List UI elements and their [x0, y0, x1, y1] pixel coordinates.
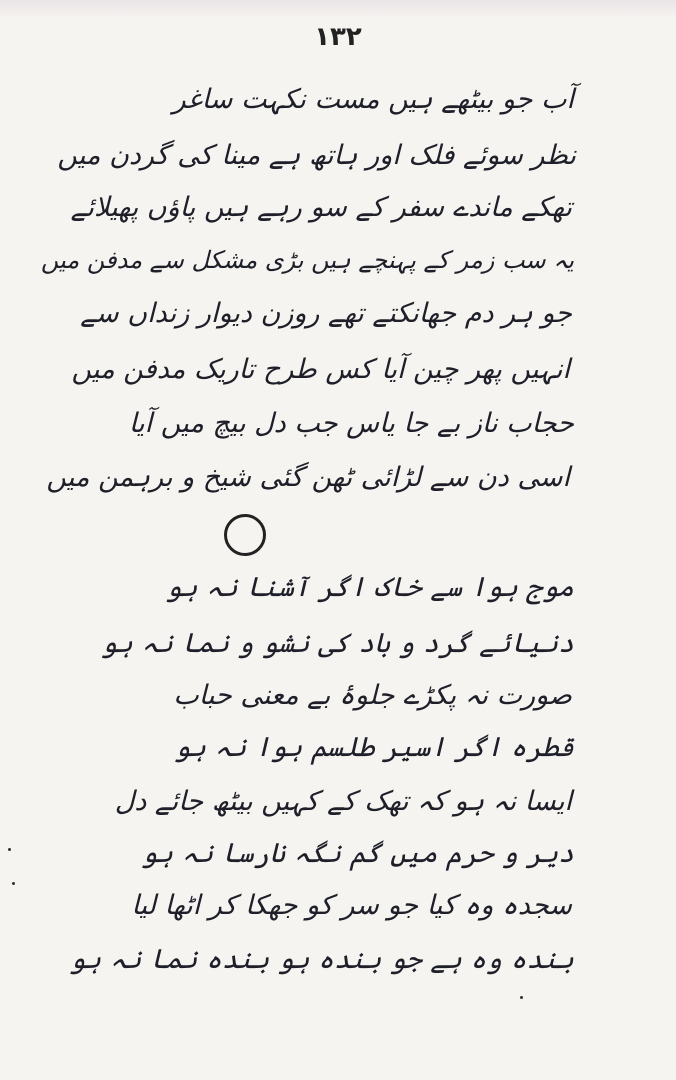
verse-line: موج ہوا سے خاک اگر آشنا نہ ہو	[165, 572, 574, 603]
paper-speck	[520, 996, 523, 999]
verse-line: اسی دن سے لڑائی ٹھن گئی شیخ و برہمن میں	[46, 462, 570, 493]
paper-speck	[8, 848, 11, 851]
verse-line: انہیں پھر چین آیا کس طرح تاریک مدفن میں	[71, 354, 570, 385]
paper-speck	[12, 882, 15, 885]
verse-line: آب جو بیٹھے ہیں مست نکہت ساغر	[172, 84, 574, 115]
verse-line: صورت نہ پکڑے جلوۂ بے معنی حباب	[173, 680, 572, 711]
page-number: ۱۳۲	[314, 22, 362, 52]
verse-line: ایسا نہ ہو کہ تھک کے کہیں بیٹھ جائے دل	[114, 786, 572, 817]
verse-line: قطرہ اگر اسیر طلسم ہوا نہ ہو	[174, 732, 574, 763]
verse-line: تھکے ماندے سفر کے سو رہے ہیں پاؤں پھیلائے	[70, 192, 572, 223]
section-divider-circle	[224, 514, 266, 556]
verse-line: یہ سب زمر کے پہنچے ہیں بڑی مشکل سے مدفن میں	[40, 246, 574, 274]
verse-line: نظر سوئے فلک اور ہاتھ ہے مینا کی گردن میں	[57, 140, 576, 171]
verse-line: بندہ وہ ہے جو بندہ ہو بندہ نما نہ ہو	[69, 944, 574, 975]
verse-line: جو ہر دم جھانکتے تھے روزن دیوار زنداں سے	[80, 298, 572, 329]
verse-line: دیر و حرم میں گم نگہ نارسا نہ ہو	[141, 838, 574, 869]
page-top-edge	[0, 0, 676, 18]
verse-line: حجاب ناز بے جا یاس جب دل بیچ میں آیا	[128, 408, 574, 439]
verse-line: سجدہ وہ کیا جو سر کو جھکا کر اٹھا لیا	[131, 890, 572, 921]
verse-line: دنیائے گرد و باد کی نشو و نما نہ ہو	[101, 628, 574, 659]
